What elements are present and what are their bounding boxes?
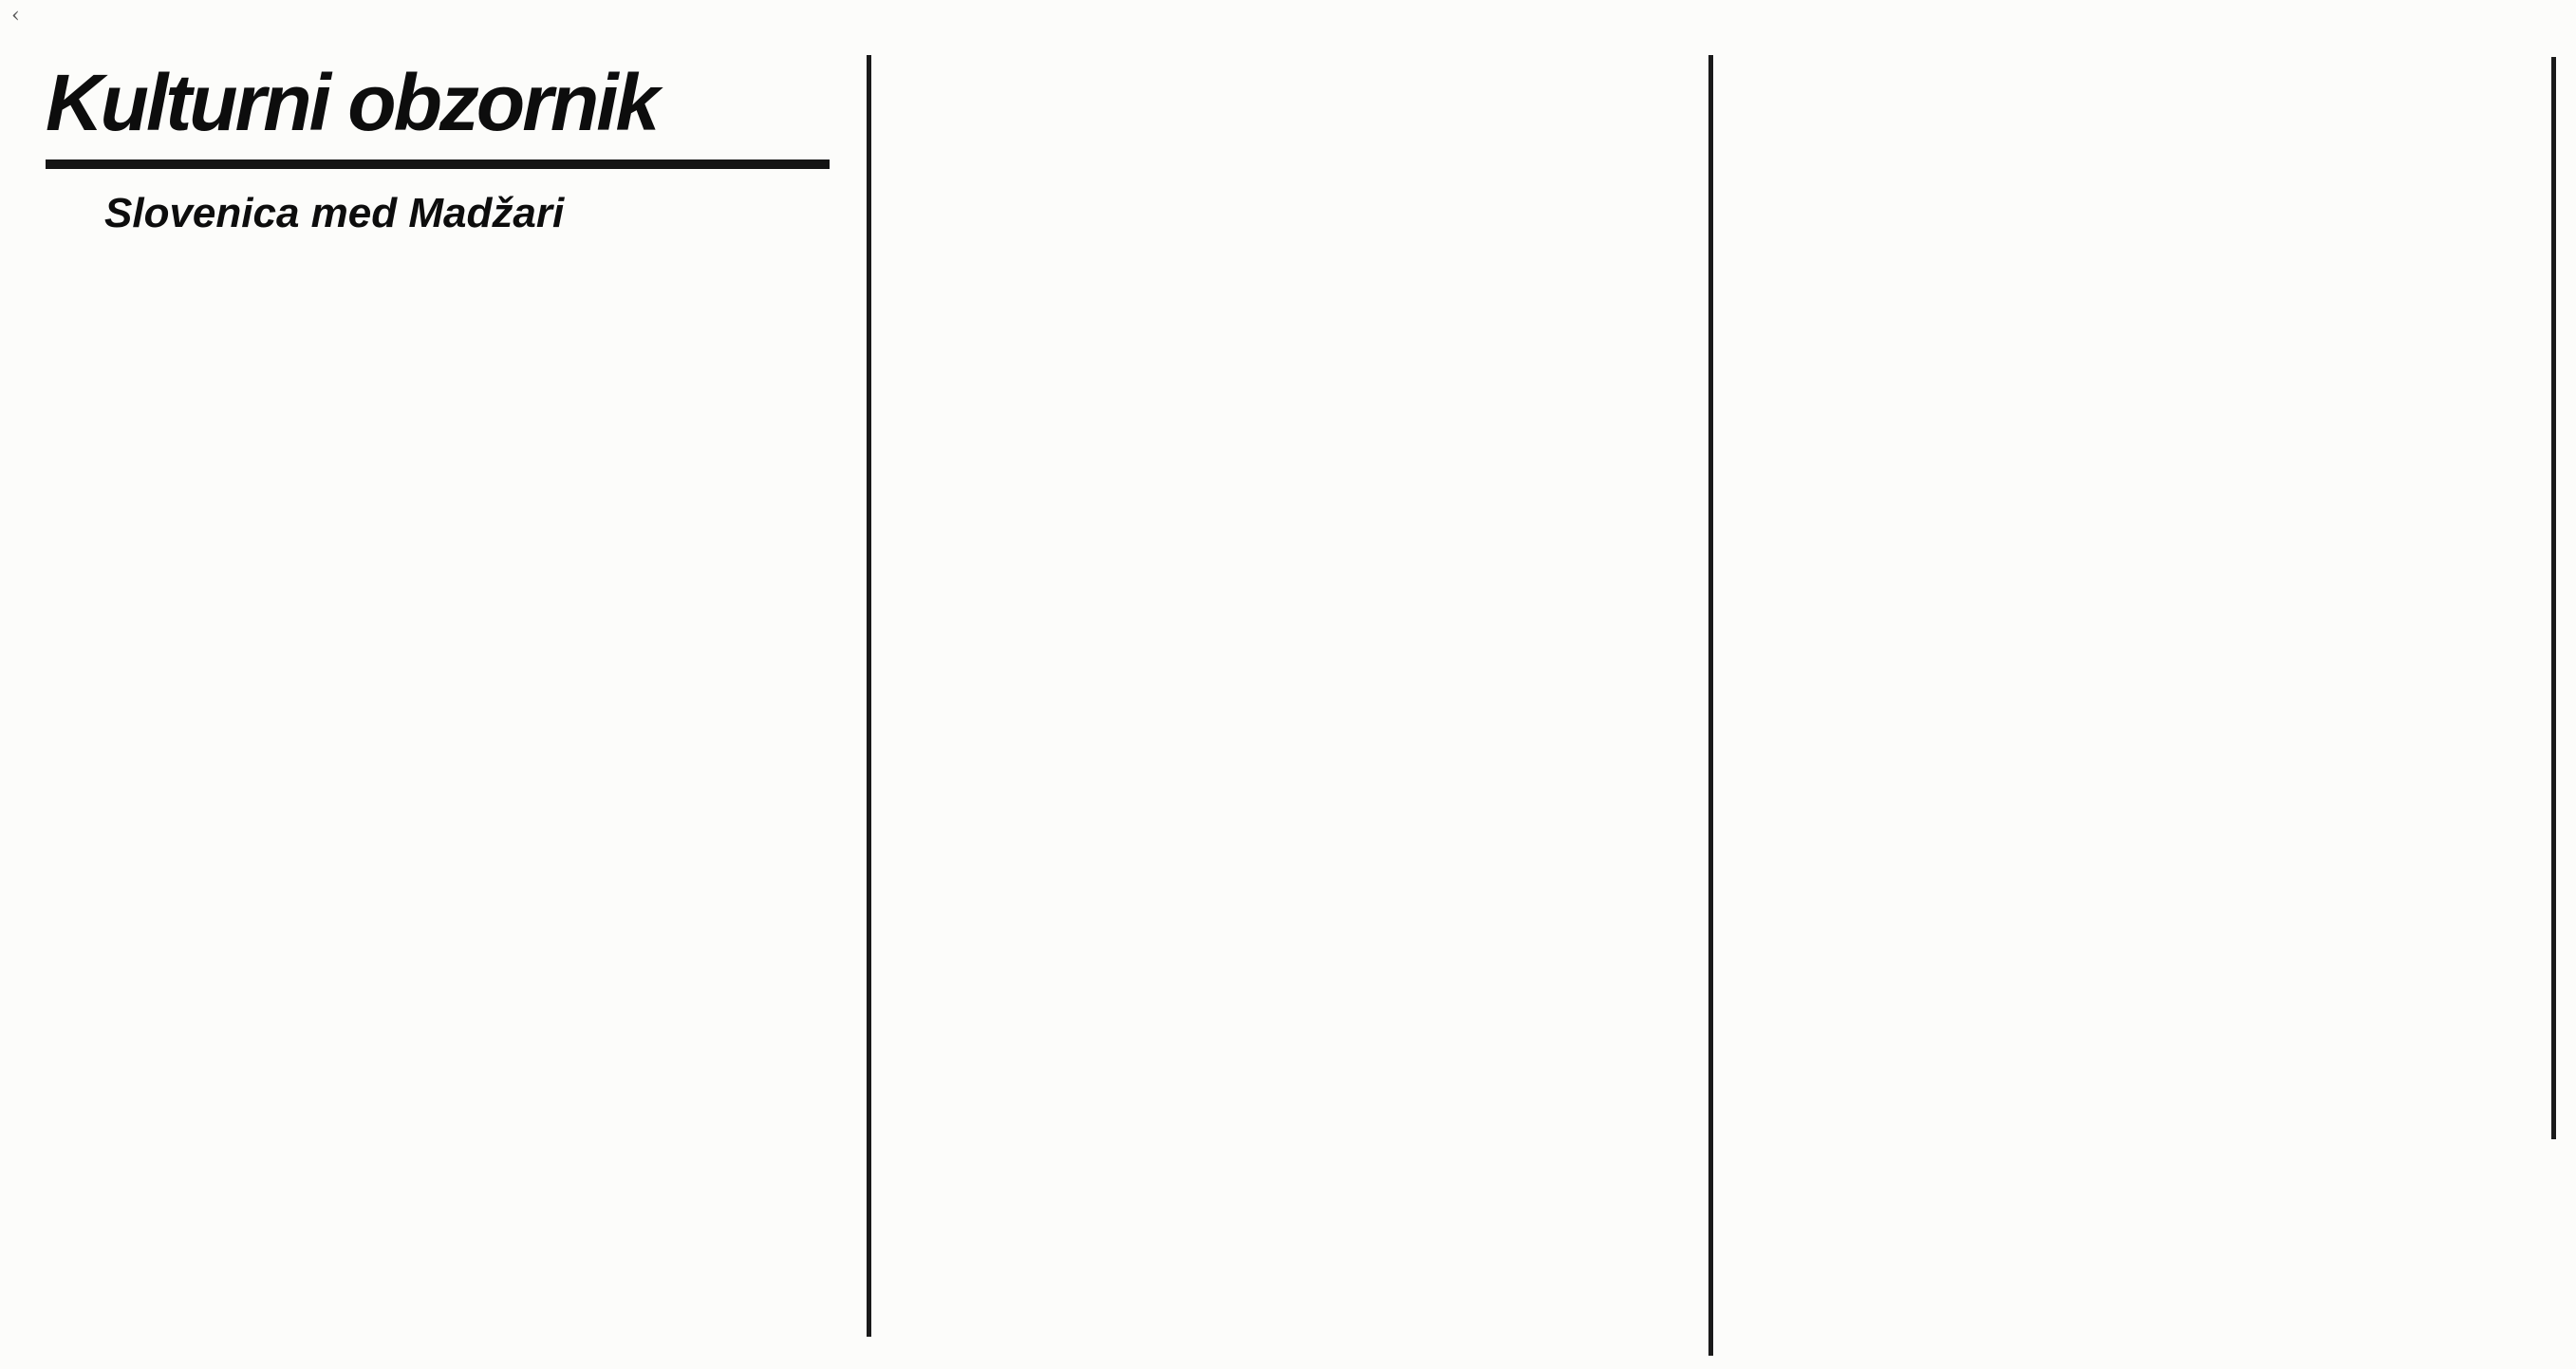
page-headline: Kulturni obzornik (46, 58, 658, 147)
headline-rule (46, 159, 830, 169)
column-divider-3 (2551, 57, 2556, 1139)
column-divider-2 (1708, 55, 1713, 1356)
article-subhead: Slovenica med Madžari (104, 190, 565, 236)
column-divider-1 (867, 55, 871, 1337)
corner-mark: ‹ (11, 4, 20, 28)
